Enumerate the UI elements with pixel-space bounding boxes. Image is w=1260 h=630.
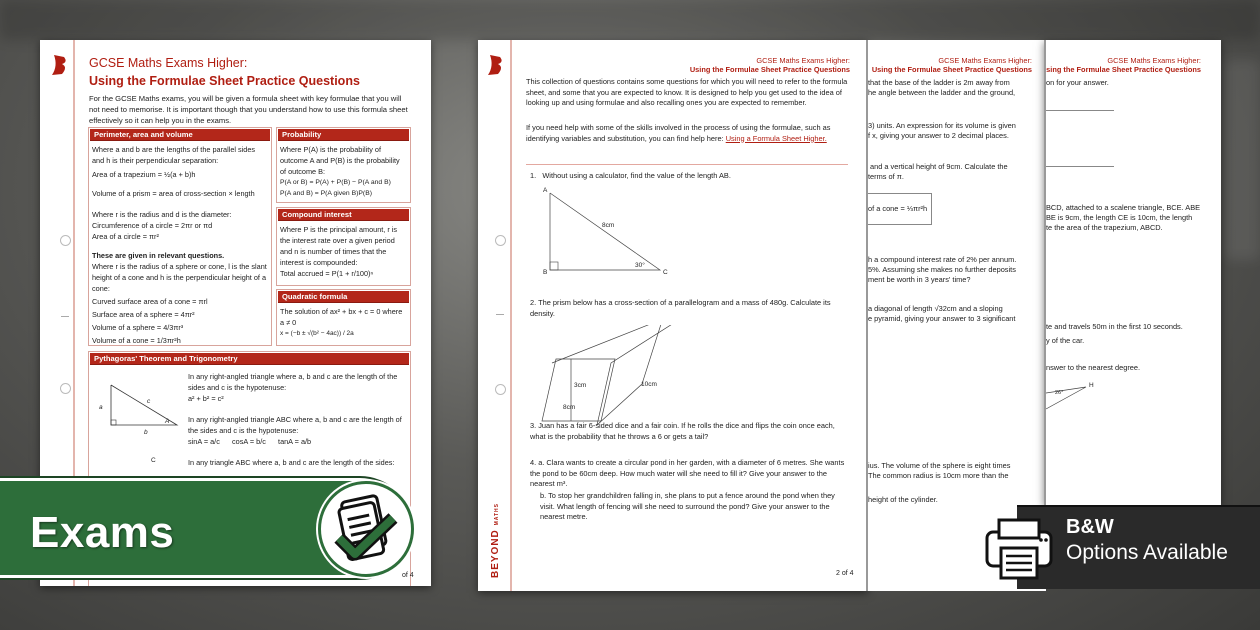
page-number: of 4 — [402, 572, 414, 579]
angle-label: 26° — [1055, 390, 1064, 396]
brand-sub: MATHS — [494, 503, 500, 526]
perimeter-box — [88, 127, 272, 346]
question-text: that the base of the ladder is 2m away from — [868, 78, 1010, 87]
beyond-maths-brand — [490, 503, 501, 578]
beyond-logo-icon — [486, 54, 504, 76]
formula-text: In any triangle ABC where a, b and c are the length of the sides: — [188, 458, 395, 467]
triangle-abc-diagram — [548, 190, 673, 275]
question-text: BE is 9cm, the length CE is 10cm, the length — [1046, 213, 1193, 222]
punch-hole — [495, 235, 506, 246]
divider — [526, 164, 848, 165]
formula-text: In any right-angled triangle ABC where a, b and c are the length of the sides and c is the hypotenuse: — [188, 415, 402, 435]
printer-icon — [985, 518, 1055, 580]
page-header: Using the Formulae Sheet Practice Questions — [689, 65, 850, 74]
question-4b: b. To stop her grandchildren falling in, she plans to put a fence around the pond when they visit. What length of fencing will she need to surround the pond? Give your answer to the nearest metre. — [540, 491, 835, 521]
question-text: e pyramid, giving your answer to 3 significant — [868, 314, 1016, 323]
help-text-body: If you need help with some of the skills involved in the process of using the formulae, such as identifying variables and substitution, you can find help here: — [526, 123, 831, 143]
intro-text: This collection of questions contains some questions for which you will need to refer to the formula sheet, and some that you are expected to know. It is designed to help you get used to the idea of looking up and using formulae and also recalling ones you are expected to remember. — [526, 77, 848, 107]
title-line-1: GCSE Maths Exams Higher: — [89, 56, 248, 70]
formula-text: a² + b² = c² — [188, 394, 224, 403]
options-available-label: Options Available — [1066, 541, 1228, 564]
question-text: a diagonal of length √32cm and a sloping — [868, 304, 1003, 313]
page-title: Using the Formulae Sheet Practice Questions — [89, 74, 360, 88]
brand-name: BEYOND — [490, 529, 501, 578]
question-text: height of the cylinder. — [868, 495, 938, 504]
header-line-1: GCSE Maths Exams Higher: — [1107, 56, 1201, 65]
formula-text: Curved surface area of a cone = πrl — [92, 297, 208, 306]
formula-text: Where r is the radius and d is the diameter: — [92, 210, 232, 219]
margin-line — [510, 40, 512, 591]
question-text: BCD, attached to a scalene triangle, BCE. ABE — [1046, 203, 1201, 212]
question-text: 5%. Assuming she makes no further deposits — [868, 265, 1016, 274]
exam-badge — [318, 481, 414, 577]
base-label: 8cm — [563, 404, 576, 411]
question-1: 1. Without using a calculator, find the value of the length AB. — [530, 171, 731, 180]
formula-text: In any right-angled triangle where a, b and c are the length of the sides and c is the hypotenuse: — [188, 372, 398, 392]
vertex-label: A — [543, 187, 548, 194]
intro-text: For the GCSE Maths exams, you will be given a formula sheet with key formulae that you will not need to memorise. It is important though that you understand how to use this formula sheet effectively so it can help you in the exams. — [89, 94, 408, 125]
answer-line — [1046, 166, 1114, 167]
formula-text: P(A and B) = P(A given B)P(B) — [280, 190, 372, 197]
question-text: he angle between the ladder and the ground, — [868, 88, 1016, 97]
question-text: and a vertical height of 9cm. Calculate the — [870, 162, 1008, 171]
triangle-diagram — [1046, 385, 1091, 415]
question-text: terms of π. — [868, 172, 904, 181]
header-line-1: GCSE Maths Exams Higher: — [938, 56, 1032, 65]
formula-text: Where P(A) is the probability of outcome A and P(B) is the probability of outcome B: — [280, 145, 400, 176]
given-heading: These are given in relevant questions. — [92, 251, 225, 260]
exam-paper-check-icon — [321, 484, 411, 574]
side-label: c — [147, 398, 151, 405]
formula-text: Where a and b are the lengths of the parallel sides and h is their perpendicular separation: — [92, 145, 256, 165]
formula-text: Volume of a prism = area of cross-section × length — [92, 189, 255, 198]
exams-label: Exams — [30, 508, 175, 557]
formula-text: Circumference of a circle = 2πr or πd — [92, 221, 213, 230]
page-header: Using the Formulae Sheet Practice Questions — [871, 65, 1032, 74]
section-heading: Perimeter, area and volume — [90, 129, 270, 141]
formula-text: Area of a trapezium = ½(a + b)h — [92, 170, 196, 179]
question-text: on for your answer. — [1046, 78, 1109, 87]
punch-hole — [60, 383, 71, 394]
question-text: te the area of the trapezium, ABCD. — [1046, 223, 1163, 232]
section-heading: Probability — [278, 129, 409, 141]
formula-text: Volume of a sphere = 4/3πr³ — [92, 323, 184, 332]
fold-mark — [496, 314, 504, 315]
bw-label: B&W — [1066, 516, 1114, 538]
formula-text: Where r is the radius of a sphere or cone, l is the slant height of a cone and h is the perpendicular height of a cone: — [92, 262, 267, 293]
formula-text: sinA = a/c cosA = b/c tanA = a/b — [188, 437, 312, 446]
answer-line — [1046, 110, 1114, 111]
formula-text: Total accrued = P(1 + r/100)ⁿ — [280, 269, 374, 278]
question-text: ius. The volume of the sphere is eight times — [868, 461, 1011, 470]
question-text: ment be worth in 3 years' time? — [868, 275, 971, 284]
angle-label: A — [165, 418, 170, 425]
question-text: nswer to the nearest degree. — [1046, 363, 1141, 372]
formula-text: Where P is the principal amount, r is the interest rate over a given period and n is number of times that the interest is compounded: — [280, 225, 398, 267]
vertex-label: C — [663, 269, 668, 276]
question-3: 3. Juan has a fair 6-sided dice and a fair coin. If he rolls the dice and flips the coin once each, what is the probability that he throws a 6 or gets a tail? — [530, 421, 835, 441]
formula-text: of a cone = ⅓πr²h — [868, 204, 928, 213]
formula-text: Area of a circle = πr² — [92, 232, 159, 241]
question-text: h a compound interest rate of 2% per annum. — [868, 255, 1017, 264]
question-text: y of the car. — [1046, 336, 1085, 345]
section-heading: Quadratic formula — [278, 291, 409, 303]
fold-mark — [61, 316, 69, 317]
side-label: b — [144, 429, 148, 436]
page-header: sing the Formulae Sheet Practice Questions — [1046, 65, 1201, 74]
question-2: 2. The prism below has a cross-section of a parallelogram and a mass of 480g. Calculate its density. — [530, 298, 831, 318]
formula-text: P(A or B) = P(A) + P(B) − P(A and B) — [280, 179, 391, 186]
quadratic-formula-box — [276, 289, 411, 346]
angle-label: 30° — [635, 262, 645, 269]
compound-interest-box — [276, 207, 411, 286]
probability-box — [276, 127, 411, 203]
prism-diagram — [538, 325, 688, 425]
vertex-label: B — [543, 269, 548, 276]
formula-text: x = (−b ± √(b² − 4ac)) / 2a — [280, 330, 354, 337]
page-number: 2 of 4 — [836, 570, 854, 577]
vertex-label: H — [1089, 382, 1094, 389]
question-text: te and travels 50m in the first 10 seconds. — [1046, 322, 1183, 331]
height-label: 3cm — [574, 382, 587, 389]
help-text — [526, 123, 849, 144]
punch-hole — [495, 384, 506, 395]
vertex-label: C — [151, 457, 156, 464]
question-text: f x, giving your answer to 2 decimal places. — [868, 131, 1009, 140]
side-label: 8cm — [602, 222, 615, 229]
worksheet-page-4 — [1044, 40, 1221, 505]
formula-text: Surface area of a sphere = 4πr² — [92, 310, 195, 319]
beyond-logo-icon — [50, 54, 68, 76]
section-heading: Pythagoras' Theorem and Trigonometry — [90, 353, 409, 365]
question-text: The common radius is 10cm more than the — [868, 471, 1009, 480]
length-label: 10cm — [641, 381, 657, 388]
header-line-1: GCSE Maths Exams Higher: — [756, 56, 850, 65]
question-text: 3) units. An expression for its volume is given — [868, 121, 1016, 130]
formula-text: Volume of a cone = 1/3πr²h — [92, 336, 181, 345]
section-heading: Compound interest — [278, 209, 409, 221]
worksheet-page-2 — [478, 40, 868, 591]
question-4a: 4. a. Clara wants to create a circular pond in her garden, with a diameter of 6 metres. She wants the pond to be 60cm deep. How much water will she need to fill it? Give your answer to the nearest m³. — [530, 458, 845, 488]
punch-hole — [60, 235, 71, 246]
formula-text: The solution of ax² + bx + c = 0 where a ≠ 0 — [280, 307, 403, 327]
formula-sheet-link[interactable]: Using a Formula Sheet Higher. — [725, 133, 827, 143]
right-triangle-diagram — [99, 380, 199, 440]
side-label: a — [99, 404, 103, 411]
